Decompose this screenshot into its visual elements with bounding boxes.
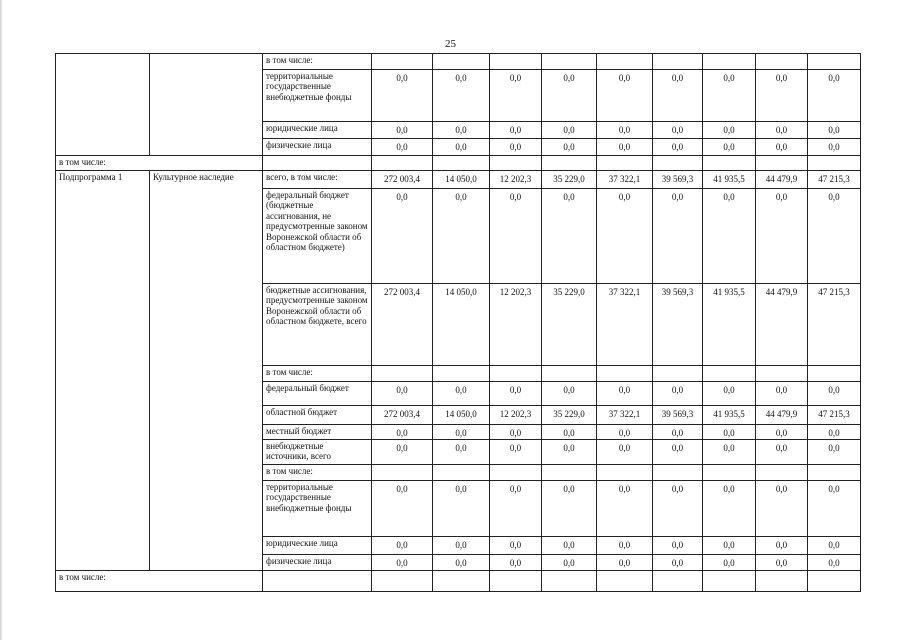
source-label-cell: внебюджетные источники, всего bbox=[263, 440, 372, 465]
value-cell: 0,0 bbox=[372, 481, 433, 537]
value-cell: 0,0 bbox=[490, 537, 542, 555]
subheader-cell: в том числе: bbox=[263, 366, 372, 382]
value-cell: 0,0 bbox=[653, 189, 703, 284]
value-cell: 0,0 bbox=[808, 425, 861, 440]
empty-cell bbox=[490, 571, 542, 592]
empty-cell bbox=[433, 366, 490, 382]
value-cell: 0,0 bbox=[756, 70, 808, 122]
value-cell: 0,0 bbox=[756, 139, 808, 156]
value-cell: 0,0 bbox=[653, 481, 703, 537]
name-cell: Культурное наследие bbox=[150, 171, 263, 571]
value-cell: 0,0 bbox=[653, 382, 703, 406]
empty-cell bbox=[653, 366, 703, 382]
empty-cell bbox=[653, 54, 703, 70]
value-cell: 0,0 bbox=[703, 481, 756, 537]
value-cell: 0,0 bbox=[808, 481, 861, 537]
value-cell: 0,0 bbox=[372, 555, 433, 571]
empty-cell bbox=[263, 571, 372, 592]
value-cell: 0,0 bbox=[597, 382, 653, 406]
empty-cell bbox=[542, 366, 597, 382]
value-cell: 0,0 bbox=[372, 189, 433, 284]
status-cell bbox=[56, 54, 150, 156]
name-cell bbox=[150, 54, 263, 156]
value-cell: 0,0 bbox=[703, 382, 756, 406]
value-cell: 0,0 bbox=[597, 440, 653, 465]
source-label-cell: физические лица bbox=[263, 555, 372, 571]
empty-cell bbox=[490, 366, 542, 382]
value-cell: 37 322,1 bbox=[597, 171, 653, 189]
value-cell: 272 003,4 bbox=[372, 171, 433, 189]
value-cell: 0,0 bbox=[433, 425, 490, 440]
empty-cell bbox=[372, 156, 433, 171]
source-label-cell: федеральный бюджет bbox=[263, 382, 372, 406]
value-cell: 39 569,3 bbox=[653, 171, 703, 189]
empty-cell bbox=[490, 54, 542, 70]
empty-cell bbox=[433, 571, 490, 592]
empty-cell bbox=[597, 465, 653, 481]
empty-cell bbox=[756, 465, 808, 481]
value-cell: 0,0 bbox=[490, 189, 542, 284]
value-cell: 0,0 bbox=[542, 189, 597, 284]
page-number: 25 bbox=[445, 38, 456, 50]
empty-cell bbox=[542, 156, 597, 171]
value-cell: 0,0 bbox=[372, 382, 433, 406]
empty-cell bbox=[433, 54, 490, 70]
value-cell: 0,0 bbox=[597, 537, 653, 555]
value-cell: 0,0 bbox=[433, 537, 490, 555]
value-cell: 0,0 bbox=[542, 122, 597, 139]
value-cell: 0,0 bbox=[542, 481, 597, 537]
value-cell: 35 229,0 bbox=[542, 406, 597, 425]
table-row bbox=[56, 156, 861, 171]
value-cell: 0,0 bbox=[542, 537, 597, 555]
source-label-cell: территориальные государственные внебюджетные фонды bbox=[263, 70, 372, 122]
value-cell: 0,0 bbox=[597, 189, 653, 284]
empty-cell bbox=[263, 156, 372, 171]
value-cell: 0,0 bbox=[597, 70, 653, 122]
value-cell: 0,0 bbox=[756, 555, 808, 571]
value-cell: 0,0 bbox=[433, 440, 490, 465]
value-cell: 0,0 bbox=[490, 382, 542, 406]
empty-cell bbox=[756, 156, 808, 171]
empty-cell bbox=[542, 571, 597, 592]
source-label-cell: юридические лица bbox=[263, 537, 372, 555]
section-label-cell: в том числе: bbox=[56, 156, 263, 171]
value-cell: 0,0 bbox=[372, 70, 433, 122]
value-cell: 0,0 bbox=[597, 139, 653, 156]
value-cell: 41 935,5 bbox=[703, 284, 756, 366]
value-cell: 0,0 bbox=[597, 425, 653, 440]
value-cell: 0,0 bbox=[433, 481, 490, 537]
value-cell: 14 050,0 bbox=[433, 406, 490, 425]
empty-cell bbox=[756, 571, 808, 592]
value-cell: 0,0 bbox=[372, 139, 433, 156]
value-cell: 0,0 bbox=[433, 189, 490, 284]
value-cell: 0,0 bbox=[808, 440, 861, 465]
value-cell: 12 202,3 bbox=[490, 284, 542, 366]
value-cell: 272 003,4 bbox=[372, 406, 433, 425]
value-cell: 0,0 bbox=[372, 537, 433, 555]
value-cell: 0,0 bbox=[653, 555, 703, 571]
value-cell: 0,0 bbox=[433, 555, 490, 571]
value-cell: 0,0 bbox=[597, 481, 653, 537]
value-cell: 0,0 bbox=[703, 440, 756, 465]
value-cell: 0,0 bbox=[756, 122, 808, 139]
empty-cell bbox=[372, 465, 433, 481]
value-cell: 0,0 bbox=[756, 382, 808, 406]
value-cell: 12 202,3 bbox=[490, 171, 542, 189]
source-label-cell: областной бюджет bbox=[263, 406, 372, 425]
value-cell: 39 569,3 bbox=[653, 284, 703, 366]
value-cell: 0,0 bbox=[433, 139, 490, 156]
value-cell: 0,0 bbox=[372, 440, 433, 465]
value-cell: 0,0 bbox=[808, 555, 861, 571]
empty-cell bbox=[597, 366, 653, 382]
empty-cell bbox=[433, 465, 490, 481]
empty-cell bbox=[808, 465, 861, 481]
value-cell: 0,0 bbox=[756, 537, 808, 555]
value-cell: 0,0 bbox=[490, 122, 542, 139]
budget-table bbox=[55, 53, 861, 592]
value-cell: 0,0 bbox=[703, 122, 756, 139]
value-cell: 0,0 bbox=[542, 139, 597, 156]
budget-table-wrapper bbox=[55, 53, 861, 592]
empty-cell bbox=[597, 54, 653, 70]
empty-cell bbox=[490, 465, 542, 481]
value-cell: 0,0 bbox=[703, 70, 756, 122]
value-cell: 39 569,3 bbox=[653, 406, 703, 425]
source-label-cell: федеральный бюджет (бюджетные ассигнования, не предусмотренные законом Воронежской области об областном бюджете) bbox=[263, 189, 372, 284]
value-cell: 0,0 bbox=[808, 382, 861, 406]
value-cell: 12 202,3 bbox=[490, 406, 542, 425]
source-label-cell: территориальные государственные внебюджетные фонды bbox=[263, 481, 372, 537]
empty-cell bbox=[542, 54, 597, 70]
value-cell: 0,0 bbox=[653, 425, 703, 440]
value-cell: 14 050,0 bbox=[433, 171, 490, 189]
status-cell: Подпрограмма 1 bbox=[56, 171, 150, 571]
value-cell: 0,0 bbox=[490, 70, 542, 122]
value-cell: 14 050,0 bbox=[433, 284, 490, 366]
empty-cell bbox=[703, 54, 756, 70]
value-cell: 0,0 bbox=[372, 425, 433, 440]
value-cell: 0,0 bbox=[653, 139, 703, 156]
value-cell: 0,0 bbox=[653, 537, 703, 555]
value-cell: 41 935,5 bbox=[703, 406, 756, 425]
value-cell: 0,0 bbox=[756, 425, 808, 440]
value-cell: 0,0 bbox=[542, 382, 597, 406]
empty-cell bbox=[808, 366, 861, 382]
empty-cell bbox=[653, 156, 703, 171]
value-cell: 0,0 bbox=[808, 537, 861, 555]
value-cell: 0,0 bbox=[372, 122, 433, 139]
value-cell: 0,0 bbox=[653, 122, 703, 139]
value-cell: 37 322,1 bbox=[597, 284, 653, 366]
value-cell: 35 229,0 bbox=[542, 284, 597, 366]
table-row bbox=[56, 571, 861, 592]
empty-cell bbox=[542, 465, 597, 481]
empty-cell bbox=[756, 54, 808, 70]
value-cell: 47 215,3 bbox=[808, 284, 861, 366]
scan-edge-shadow bbox=[0, 0, 3, 640]
empty-cell bbox=[703, 156, 756, 171]
empty-cell bbox=[372, 54, 433, 70]
empty-cell bbox=[703, 571, 756, 592]
empty-cell bbox=[597, 571, 653, 592]
value-cell: 41 935,5 bbox=[703, 171, 756, 189]
value-cell: 44 479,9 bbox=[756, 171, 808, 189]
value-cell: 0,0 bbox=[703, 555, 756, 571]
table-row bbox=[56, 54, 861, 70]
empty-cell bbox=[597, 156, 653, 171]
empty-cell bbox=[653, 571, 703, 592]
value-cell: 0,0 bbox=[542, 425, 597, 440]
value-cell: 0,0 bbox=[808, 189, 861, 284]
value-cell: 0,0 bbox=[433, 382, 490, 406]
empty-cell bbox=[756, 366, 808, 382]
empty-cell bbox=[490, 156, 542, 171]
value-cell: 0,0 bbox=[542, 70, 597, 122]
value-cell: 37 322,1 bbox=[597, 406, 653, 425]
value-cell: 0,0 bbox=[490, 440, 542, 465]
empty-cell bbox=[703, 366, 756, 382]
value-cell: 47 215,3 bbox=[808, 406, 861, 425]
empty-cell bbox=[433, 156, 490, 171]
value-cell: 44 479,9 bbox=[756, 284, 808, 366]
table-row bbox=[56, 171, 861, 189]
empty-cell bbox=[808, 54, 861, 70]
value-cell: 0,0 bbox=[433, 122, 490, 139]
empty-cell bbox=[808, 571, 861, 592]
value-cell: 0,0 bbox=[756, 440, 808, 465]
value-cell: 272 003,4 bbox=[372, 284, 433, 366]
value-cell: 44 479,9 bbox=[756, 406, 808, 425]
value-cell: 0,0 bbox=[703, 537, 756, 555]
value-cell: 0,0 bbox=[597, 122, 653, 139]
value-cell: 0,0 bbox=[542, 440, 597, 465]
source-label-cell: бюджетные ассигнования, предусмотренные законом Воронежской области об областном бюджете, всего bbox=[263, 284, 372, 366]
subheader-cell: в том числе: bbox=[263, 54, 372, 70]
value-cell: 0,0 bbox=[490, 425, 542, 440]
value-cell: 47 215,3 bbox=[808, 171, 861, 189]
value-cell: 0,0 bbox=[490, 139, 542, 156]
value-cell: 0,0 bbox=[808, 122, 861, 139]
value-cell: 0,0 bbox=[433, 70, 490, 122]
source-label-cell: юридические лица bbox=[263, 122, 372, 139]
source-label-cell: местный бюджет bbox=[263, 425, 372, 440]
value-cell: 0,0 bbox=[490, 555, 542, 571]
value-cell: 0,0 bbox=[808, 139, 861, 156]
empty-cell bbox=[372, 366, 433, 382]
empty-cell bbox=[703, 465, 756, 481]
empty-cell bbox=[653, 465, 703, 481]
source-label-cell: всего, в том числе: bbox=[263, 171, 372, 189]
value-cell: 0,0 bbox=[490, 481, 542, 537]
value-cell: 0,0 bbox=[653, 70, 703, 122]
value-cell: 0,0 bbox=[703, 425, 756, 440]
source-label-cell: физические лица bbox=[263, 139, 372, 156]
value-cell: 0,0 bbox=[808, 70, 861, 122]
section-label-cell: в том числе: bbox=[56, 571, 263, 592]
empty-cell bbox=[372, 571, 433, 592]
value-cell: 0,0 bbox=[703, 189, 756, 284]
value-cell: 0,0 bbox=[542, 555, 597, 571]
empty-cell bbox=[808, 156, 861, 171]
value-cell: 0,0 bbox=[653, 440, 703, 465]
subheader-cell: в том числе: bbox=[263, 465, 372, 481]
value-cell: 0,0 bbox=[703, 139, 756, 156]
value-cell: 0,0 bbox=[597, 555, 653, 571]
value-cell: 0,0 bbox=[756, 189, 808, 284]
value-cell: 0,0 bbox=[756, 481, 808, 537]
value-cell: 35 229,0 bbox=[542, 171, 597, 189]
